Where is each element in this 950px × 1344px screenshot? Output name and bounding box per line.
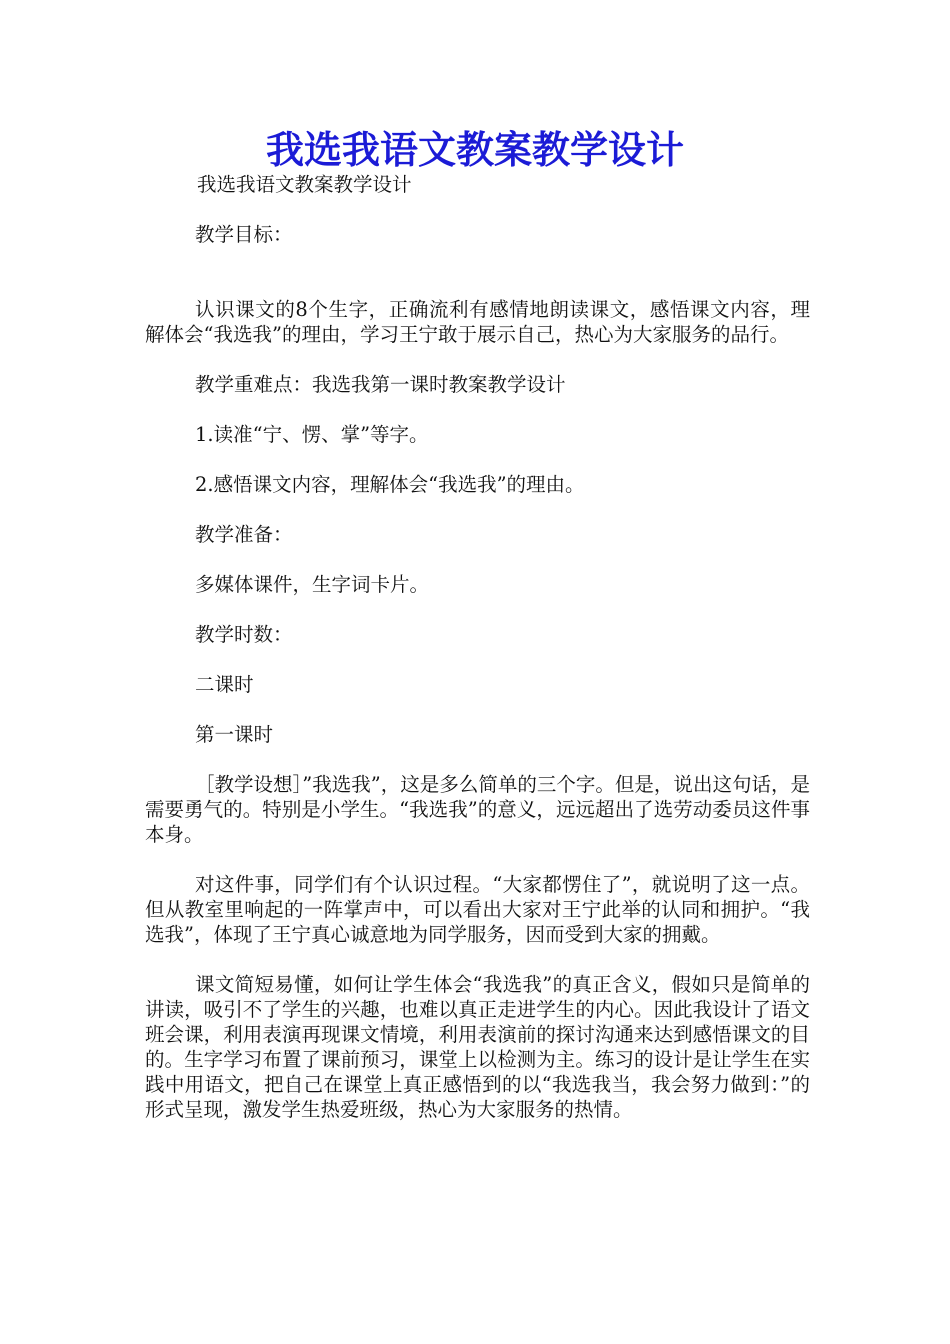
understanding-paragraph: 对这件事，同学们有个认识过程。“大家都愣住了”，就说明了这一点。但从教室里响起的一阵掌声中，可以看出大家对王宁此举的认同和拥护。“我选我”，体现了王宁真心诚意地为同学服务，因而受到大家的拥戴。	[145, 873, 810, 946]
objectives-paragraph: 认识课文的8个生字，正确流利有感情地朗读课文，感悟课文内容，理解体会“我选我”的理由，学习王宁敢于展示自己，热心为大家服务的品行。	[145, 298, 810, 346]
key-point-1: 1.读准“宁、愣、掌”等字。	[195, 423, 429, 446]
periods-paragraph: 二课时	[195, 673, 254, 696]
section-heading-key-points: 教学重难点：我选我第一课时教案教学设计	[195, 373, 566, 396]
section-heading-periods: 教学时数：	[195, 623, 293, 646]
design-paragraph: 课文简短易懂，如何让学生体会“我选我”的真正含义，假如只是简单的讲读，吸引不了学生的兴趣，也难以真正走进学生的内心。因此我设计了语文班会课，利用表演再现课文情境，利用表演前的探讨沟通来达到感悟课文的目的。生字学习布置了课前预习，课堂上以检测为主。练习的设计是让学生在实践中用语文，把自己在课堂上真正感悟到的以“我选我当，我会努力做到：”的形式呈现，激发学生热爱班级，热心为大家服务的热情。	[145, 973, 810, 1121]
document-title: 我选我语文教案教学设计	[265, 128, 684, 172]
preparation-paragraph: 多媒体课件，生字词卡片。	[195, 573, 430, 596]
section-heading-preparation: 教学准备：	[195, 523, 293, 546]
subtitle-paragraph: 我选我语文教案教学设计	[197, 173, 412, 196]
section-heading-objectives: 教学目标：	[195, 223, 293, 246]
document-body	[145, 172, 810, 1122]
section-heading-first-period: 第一课时	[195, 723, 274, 746]
key-point-2: 2.感悟课文内容，理解体会“我选我”的理由。	[195, 473, 585, 496]
teaching-idea-paragraph: ［教学设想］”我选我”，这是多么简单的三个字。但是，说出这句话，是需要勇气的。特别是小学生。“我选我”的意义，远远超出了选劳动委员这件事本身。	[145, 773, 810, 846]
